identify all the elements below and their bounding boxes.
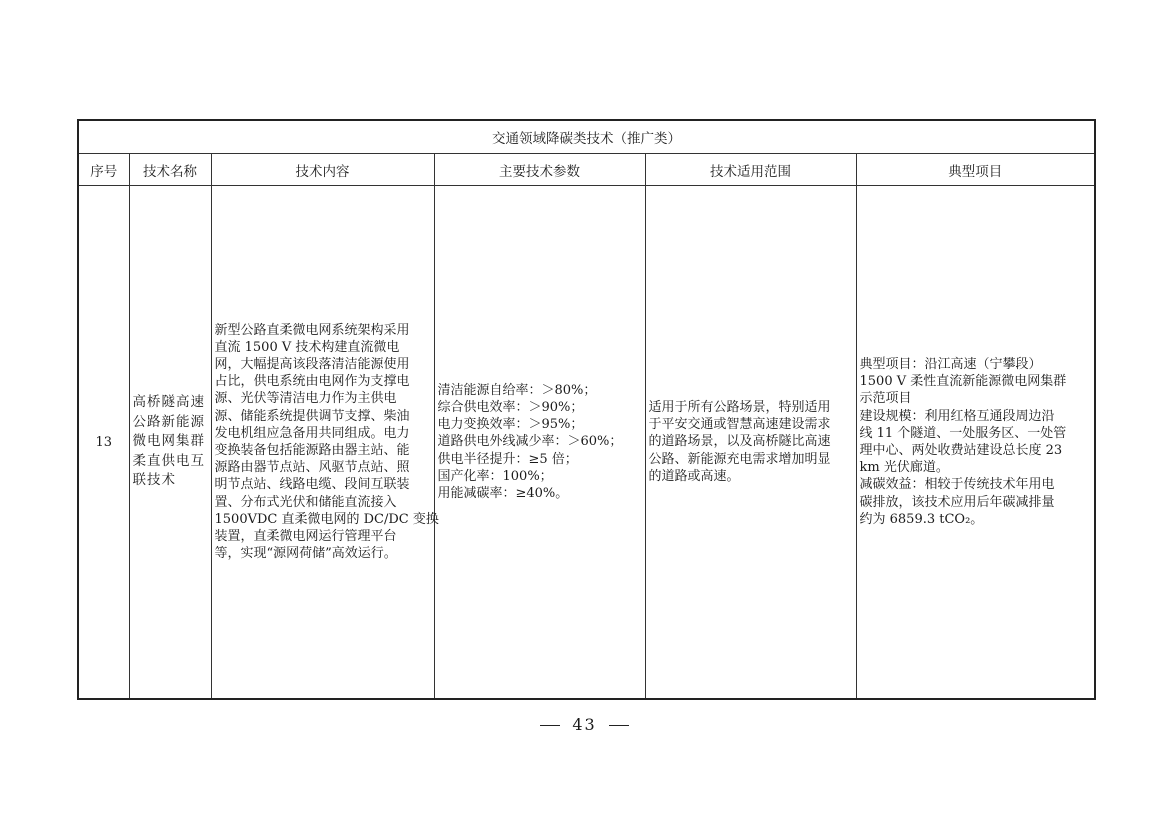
content-line: 发电机组应急备用共同组成。电力 (214, 425, 410, 441)
content-line: 1500VDC 直柔微电网的 DC/DC 变换 (214, 511, 439, 527)
project-line: km 光伏廊道。 (859, 460, 949, 476)
parameter-item: 国产化率：100%； (437, 468, 553, 484)
row-typical-project (856, 186, 1095, 700)
project-line: 线 11 个隧道、一处服务区、一处管 (859, 425, 1067, 441)
project-line: 示范项目 (859, 391, 912, 407)
scope-line: 的道路或高速。 (648, 468, 740, 484)
row-index: 13 (78, 186, 129, 700)
header-main-parameters: 主要技术参数 (434, 154, 645, 186)
tech-name-line: 柔直供电互 (132, 452, 205, 469)
content-line: 置、分布式光伏和储能直流接入 (214, 494, 397, 510)
scope-line: 公路、新能源充电需求增加明显 (648, 451, 831, 467)
row-tech-content (211, 186, 439, 700)
row-tech-name (129, 186, 211, 700)
parameter-item: 电力变换效率：＞95%； (437, 417, 584, 433)
header-index: 序号 (78, 154, 129, 186)
tech-name-line: 联技术 (132, 472, 176, 489)
scope-line: 适用于所有公路场景，特别适用 (648, 399, 831, 415)
content-line: 源路由器节点站、风驱节点站、照 (214, 460, 410, 476)
row-main-parameters (434, 186, 645, 700)
scope-line: 的道路场景，以及高桥隧比高速 (648, 434, 831, 450)
project-line: 建设规模：利用红格互通段周边沿 (859, 408, 1055, 424)
parameter-item: 道路供电外线减少率：＞60%； (437, 434, 623, 450)
dash-right (609, 725, 629, 726)
page-number: 43 (572, 715, 597, 734)
header-applicable-scope: 技术适用范围 (645, 154, 856, 186)
content-line: 源、光伏等清洁电力作为主供电 (214, 391, 397, 407)
tech-name-line: 微电网集群 (132, 433, 205, 450)
content-line: 网，大幅提高该段落清洁能源使用 (214, 356, 410, 372)
table-row (78, 186, 1095, 700)
content-line: 明节点站、线路电缆、段间互联装 (214, 477, 410, 493)
parameter-item: 清洁能源自给率：＞80%； (437, 382, 597, 398)
content-line: 直流 1500 V 技术构建直流微电 (214, 339, 400, 355)
scope-line: 于平安交通或智慧高速建设需求 (648, 417, 831, 433)
page-number-footer (0, 715, 1169, 734)
content-line: 源、储能系统提供调节支撑、柴油 (214, 408, 410, 424)
project-line: 理中心、两处收费站建设总长度 23 (859, 443, 1063, 458)
content-line: 新型公路直柔微电网系统架构采用 (214, 322, 410, 338)
project-line: 减碳效益：相较于传统技术年用电 (859, 477, 1055, 493)
parameter-item: 用能减碳率：≥40%。 (437, 486, 569, 501)
header-typical-project: 典型项目 (856, 154, 1095, 186)
project-line: 碳排放，该技术应用后年碳减排量 (859, 494, 1055, 510)
table-header-row (78, 154, 1095, 186)
parameter-item: 供电半径提升：≥5 倍； (437, 451, 578, 467)
content-line: 占比，供电系统由电网作为支撑电 (214, 374, 410, 390)
dash-left (540, 725, 560, 726)
tech-name-line: 公路新能源 (132, 413, 205, 430)
project-line: 约为 6859.3 tCO₂。 (859, 511, 984, 527)
tech-name-line: 高桥隧高速 (132, 394, 205, 411)
tech-table (77, 119, 1096, 700)
header-tech-content: 技术内容 (211, 154, 434, 186)
project-line: 1500 V 柔性直流新能源微电网集群 (859, 374, 1067, 390)
header-tech-name: 技术名称 (129, 154, 211, 186)
row-applicable-scope (645, 186, 856, 700)
content-line: 等，实现“源网荷储”高效运行。 (214, 546, 397, 562)
content-line: 变换装备包括能源路由器主站、能 (214, 443, 410, 458)
table-title: 交通领域降碳类技术（推广类） (78, 120, 1095, 154)
table-title-row (78, 120, 1095, 154)
parameter-item: 综合供电效率：＞90%； (437, 399, 584, 415)
project-line: 典型项目：沿江高速（宁攀段） (859, 356, 1042, 372)
content-line: 装置，直柔微电网运行管理平台 (214, 529, 397, 545)
